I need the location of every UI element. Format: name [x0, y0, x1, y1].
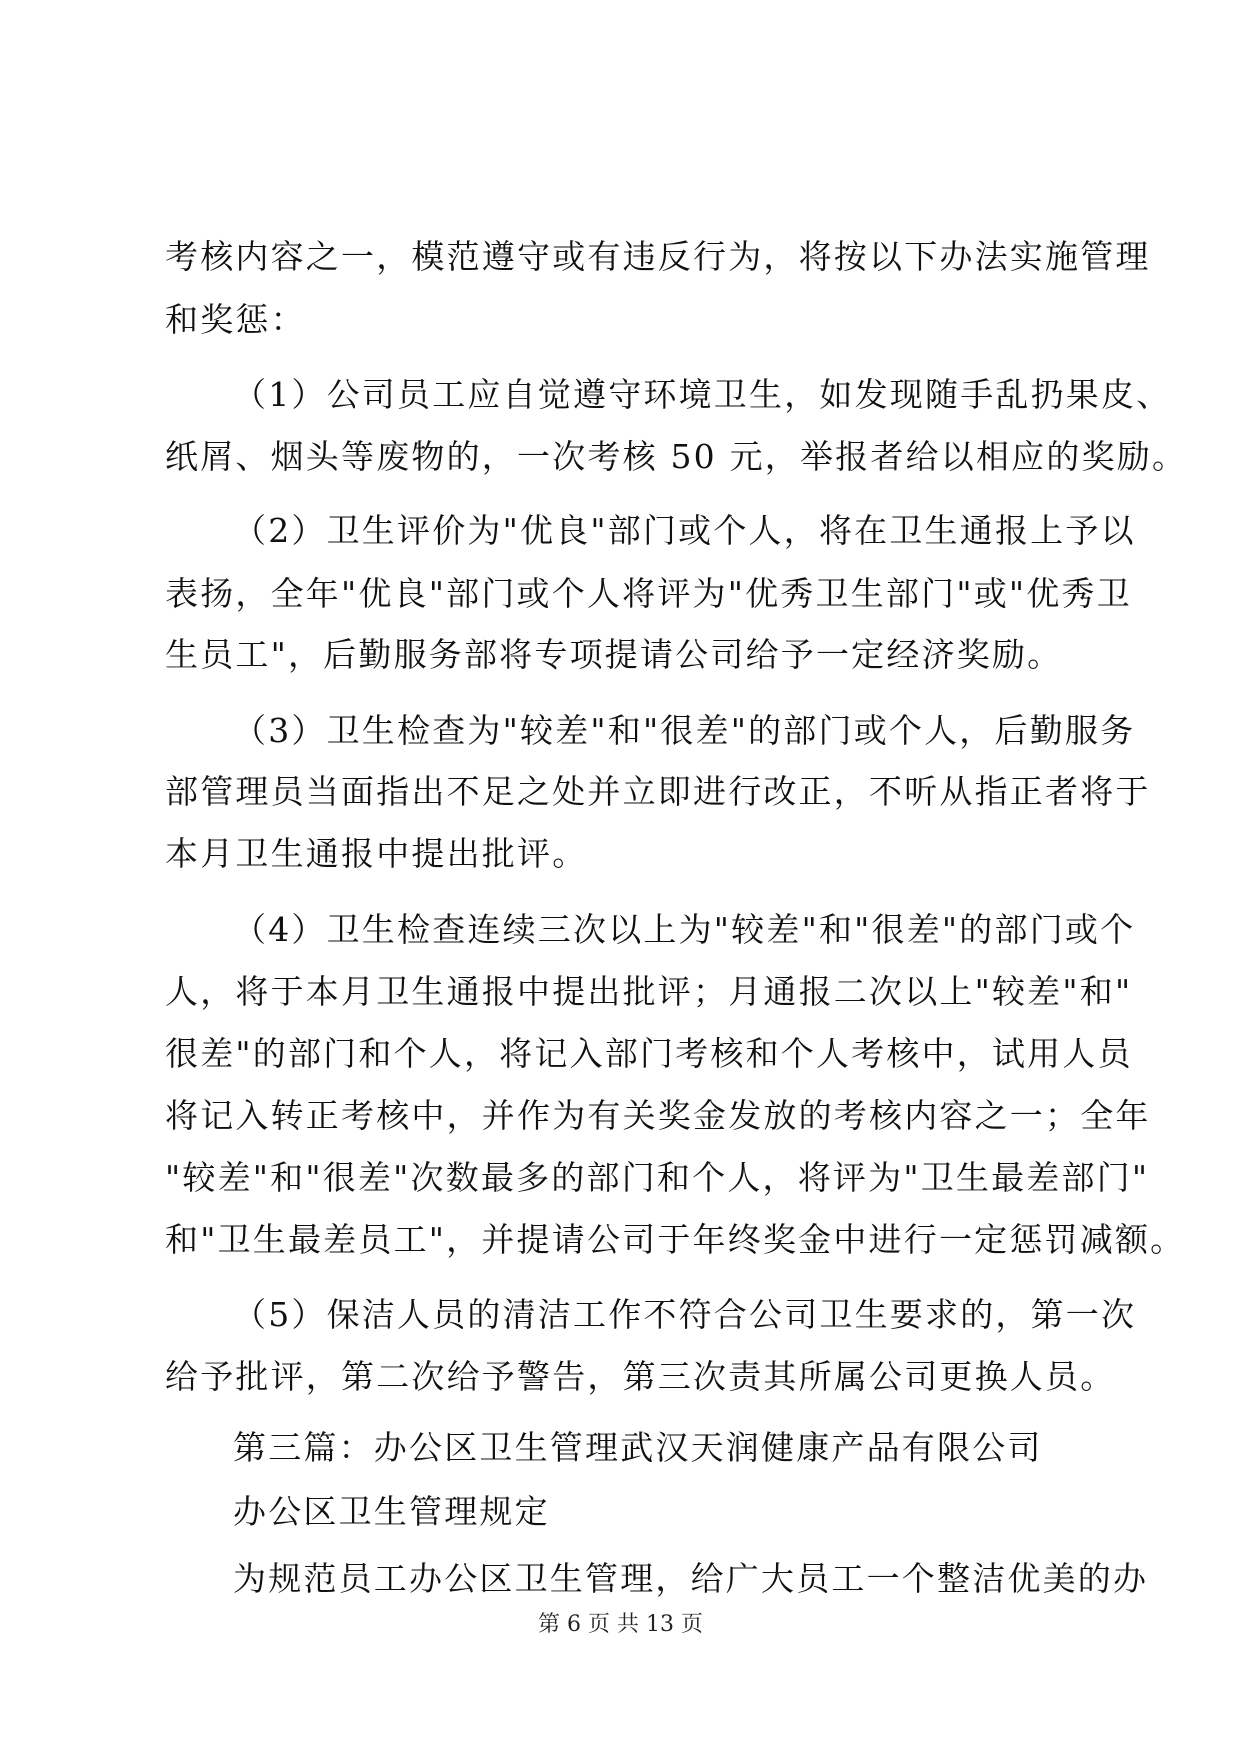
document-title: 办公区卫生管理规定 — [233, 1492, 550, 1531]
text-line: 本月卫生通报中提出批评。 — [165, 834, 588, 873]
page-number-footer: 第 6 页 共 13 页 — [538, 1612, 703, 1637]
text-line: 和奖惩： — [165, 300, 306, 339]
text-line: 很差"的部门和个人，将记入部门考核和个人考核中，试用人员 — [165, 1034, 1133, 1073]
text-line: （5）保洁人员的清洁工作不符合公司卫生要求的，第一次 — [233, 1295, 1137, 1334]
text-line: 将记入转正考核中，并作为有关奖金发放的考核内容之一；全年 — [165, 1096, 1151, 1135]
text-line: 生员工"，后勤服务部将专项提请公司给予一定经济奖励。 — [165, 635, 1063, 674]
text-line: （4）卫生检查连续三次以上为"较差"和"很差"的部门或个 — [233, 910, 1136, 949]
text-line: 给予批评，第二次给予警告，第三次责其所属公司更换人员。 — [165, 1357, 1116, 1396]
text-line: （2）卫生评价为"优良"部门或个人，将在卫生通报上予以 — [233, 511, 1136, 550]
text-line: 人，将于本月卫生通报中提出批评；月通报二次以上"较差"和" — [165, 972, 1133, 1011]
text-line: （1）公司员工应自觉遵守环境卫生，如发现随手乱扔果皮、 — [233, 375, 1172, 414]
text-line: 纸屑、烟头等废物的，一次考核 50 元，举报者给以相应的奖励。 — [165, 437, 1188, 476]
text-line: "较差"和"很差"次数最多的部门和个人，将评为"卫生最差部门" — [165, 1158, 1150, 1197]
text-line: 和"卫生最差员工"，并提请公司于年终奖金中进行一定惩罚减额。 — [165, 1220, 1186, 1259]
section-heading: 第三篇：办公区卫生管理武汉天润健康产品有限公司 — [233, 1428, 1043, 1467]
text-line: 表扬，全年"优良"部门或个人将评为"优秀卫生部门"或"优秀卫 — [165, 574, 1132, 613]
text-line: 部管理员当面指出不足之处并立即进行改正，不听从指正者将于 — [165, 772, 1151, 811]
text-line: 考核内容之一，模范遵守或有违反行为，将按以下办法实施管理 — [165, 237, 1151, 276]
text-line: （3）卫生检查为"较差"和"很差"的部门或个人，后勤服务 — [233, 711, 1136, 750]
text-line: 为规范员工办公区卫生管理，给广大员工一个整洁优美的办 — [233, 1559, 1149, 1598]
